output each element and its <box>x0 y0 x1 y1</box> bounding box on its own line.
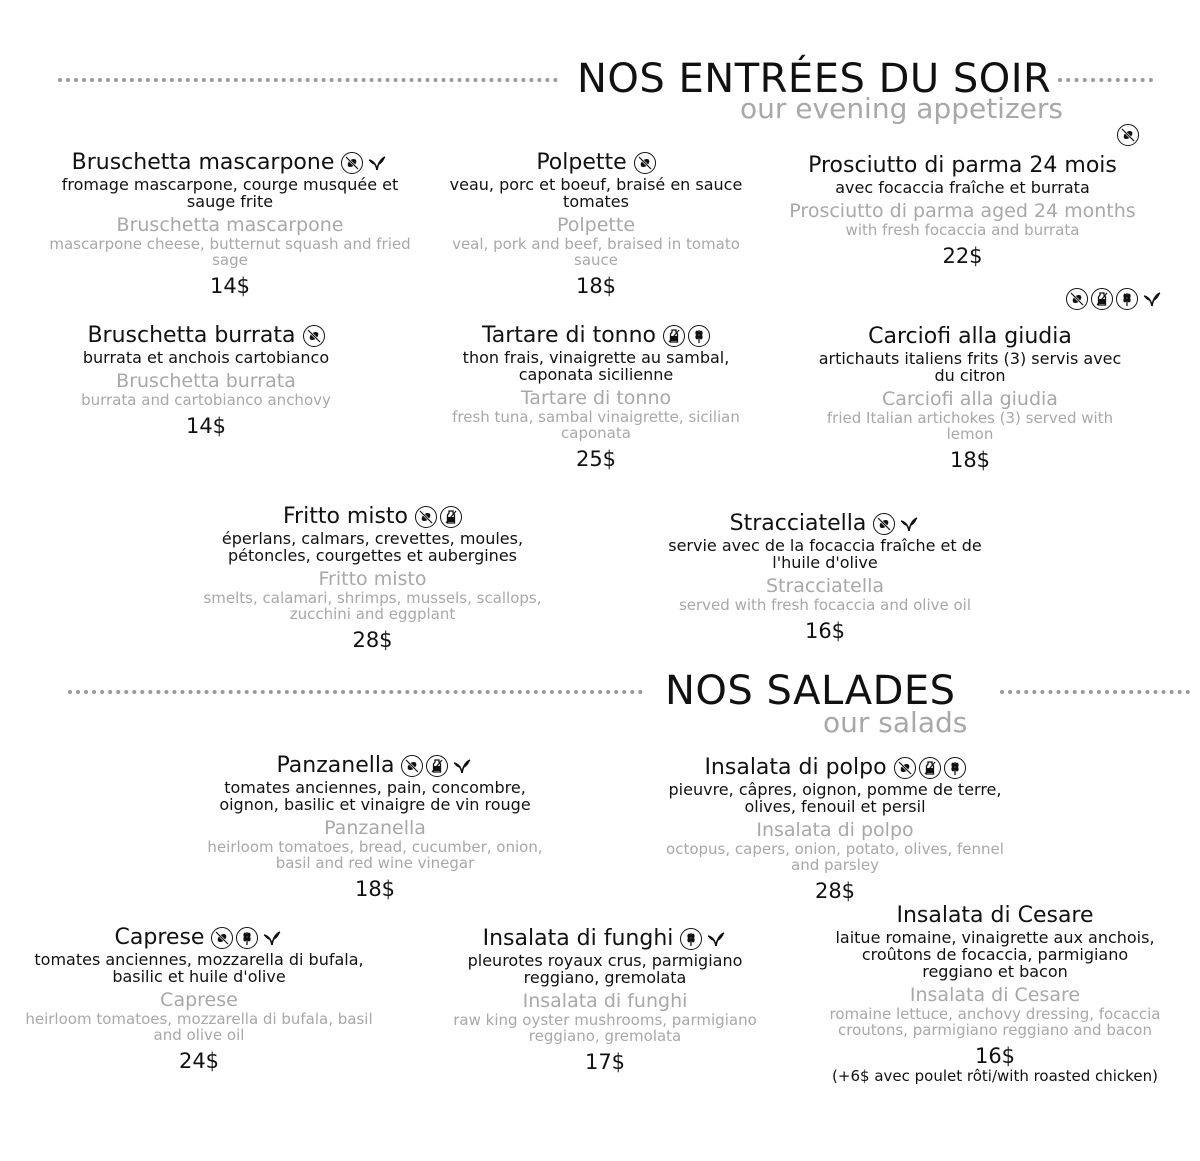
vegetarian-leaf-icon <box>705 928 727 950</box>
item-name-en: Insalata di funghi <box>522 990 688 1012</box>
item-description-en: mascarpone cheese, butternut squash and fried sage <box>49 235 411 269</box>
no-gluten-icon <box>634 152 656 174</box>
item-name-en: Insalata di polpo <box>756 819 914 841</box>
item-name-en: Prosciutto di parma aged 24 months <box>789 200 1136 222</box>
item-name-line <box>20 925 378 951</box>
no-gluten-icon <box>341 152 363 174</box>
menu-item <box>780 153 1145 268</box>
item-name-line <box>40 323 372 349</box>
item-name-en: Tartare di tonno <box>520 387 672 409</box>
item-description-fr: burrata et anchois cartobianco <box>82 348 330 367</box>
item-name: Insalata di Cesare <box>896 903 1094 928</box>
item-name: Insalata di polpo <box>704 755 887 780</box>
item-name-line <box>665 755 1005 781</box>
section-subtitle: our salads <box>823 706 968 739</box>
item-price: 14$ <box>209 274 251 298</box>
item-price: 18$ <box>354 877 396 901</box>
item-price: 18$ <box>949 448 991 472</box>
item-price: 18$ <box>575 274 617 298</box>
vegetarian-leaf-icon <box>1141 288 1163 310</box>
item-description-fr: pleurotes royaux crus, parmigiano reggiano, gremolata <box>467 951 743 987</box>
item-name-line <box>440 323 752 349</box>
diet-icons <box>677 926 727 952</box>
item-name-line <box>780 153 1145 179</box>
no-dairy-icon <box>440 506 462 528</box>
item-name-en: Bruschetta mascarpone <box>116 214 344 236</box>
item-description-en: burrata and cartobianco anchovy <box>81 391 331 409</box>
diet-icons <box>1063 288 1163 310</box>
no-dairy-icon <box>426 755 448 777</box>
menu-item <box>665 755 1005 903</box>
item-name: Carciofi alla giudia <box>868 324 1072 349</box>
item-note: (+6$ avec poulet rôti/with roasted chicken) <box>832 1067 1158 1085</box>
diet-icons <box>1114 124 1139 146</box>
item-description-en: with fresh focaccia and burrata <box>845 221 1080 239</box>
menu-item <box>40 150 420 298</box>
item-price: 14$ <box>185 414 227 438</box>
item-name: Stracciatella <box>729 511 867 536</box>
no-gluten-icon <box>303 325 325 347</box>
diet-icons <box>338 150 388 176</box>
menu-item <box>20 925 378 1073</box>
item-description-en: served with fresh focaccia and olive oil <box>678 596 972 614</box>
diet-icons <box>631 150 656 176</box>
menu-item <box>655 511 995 643</box>
diet-icons <box>870 511 920 537</box>
divider-dots <box>1058 78 1153 82</box>
item-description-fr: servie avec de la focaccia fraîche et de l'huile d'olive <box>668 536 982 572</box>
item-description-en: romaine lettuce, anchovy dressing, focaccia croutons, parmigiano reggiano and bacon <box>829 1005 1161 1039</box>
item-name: Prosciutto di parma 24 mois <box>808 153 1117 178</box>
no-wheat-icon <box>944 757 966 779</box>
item-name-en: Carciofi alla giudia <box>882 388 1058 410</box>
vegetarian-leaf-icon <box>451 755 473 777</box>
section-title: NOS ENTRÉES DU SOIR <box>577 56 1052 102</box>
item-name-en: Bruschetta burrata <box>116 370 296 392</box>
menu-item <box>825 903 1165 1085</box>
vegetarian-leaf-icon <box>261 927 283 949</box>
item-name-en: Fritto misto <box>318 568 427 590</box>
no-wheat-icon <box>680 928 702 950</box>
item-description-en: veal, pork and beef, braised in tomato sauce <box>452 235 740 269</box>
section-subtitle: our evening appetizers <box>740 92 1063 125</box>
item-name: Fritto misto <box>282 504 408 529</box>
item-name-line <box>195 504 550 530</box>
item-name: Panzanella <box>276 753 395 778</box>
item-description-fr: thon frais, vinaigrette au sambal, caponata sicilienne <box>462 348 730 384</box>
no-wheat-icon <box>688 325 710 347</box>
no-gluten-icon <box>415 506 437 528</box>
item-description-en: fried Italian artichokes (3) served with lemon <box>826 409 1114 443</box>
divider-dots <box>1000 690 1190 694</box>
item-description-fr: fromage mascarpone, courge musquée et sauge frite <box>61 175 399 211</box>
item-name-line <box>810 324 1130 350</box>
item-name-line <box>40 150 420 176</box>
item-price: 22$ <box>942 244 983 268</box>
item-description-en: smelts, calamari, shrimps, mussels, scallops, zucchini and eggplant <box>203 589 542 623</box>
item-name-en: Stracciatella <box>765 575 885 597</box>
item-name: Bruschetta burrata <box>87 323 296 348</box>
item-description-fr: avec focaccia fraîche et burrata <box>835 178 1090 197</box>
item-description-en: octopus, capers, onion, potato, olives, fennel and parsley <box>666 840 1004 874</box>
no-dairy-icon <box>663 325 685 347</box>
diet-icons <box>891 755 966 781</box>
item-name-line <box>655 511 995 537</box>
menu-item <box>450 926 760 1074</box>
no-wheat-icon <box>236 927 258 949</box>
divider-dots <box>68 690 643 694</box>
menu-item <box>810 324 1130 472</box>
item-name: Polpette <box>536 150 627 175</box>
item-name-line <box>825 903 1165 929</box>
item-price: 17$ <box>584 1050 626 1074</box>
item-description-fr: éperlans, calmars, crevettes, moules, pétoncles, courgettes et aubergines <box>221 529 524 565</box>
menu-item <box>205 753 545 901</box>
no-dairy-icon <box>1091 288 1113 310</box>
item-name: Tartare di tonno <box>481 323 657 348</box>
diet-icons <box>412 504 462 530</box>
vegetarian-leaf-icon <box>898 513 920 535</box>
vegetarian-leaf-icon <box>366 152 388 174</box>
menu-item <box>40 323 372 438</box>
item-price: 25$ <box>575 447 617 471</box>
diet-icons <box>208 925 283 951</box>
item-name-en: Polpette <box>556 214 636 236</box>
item-description-fr: artichauts italiens frits (3) servis avec du citron <box>818 349 1122 385</box>
no-gluten-icon <box>894 757 916 779</box>
item-description-fr: tomates anciennes, pain, concombre, oignon, basilic et vinaigre de vin rouge <box>219 778 531 814</box>
item-price: 16$ <box>804 619 846 643</box>
menu-item <box>195 504 550 652</box>
item-description-en: raw king oyster mushrooms, parmigiano reggiano, gremolata <box>453 1011 757 1045</box>
divider-dots <box>58 78 558 82</box>
menu-item <box>440 150 752 298</box>
item-description-fr: pieuvre, câpres, oignon, pomme de terre, olives, fenouil et persil <box>668 780 1002 816</box>
menu-item <box>440 323 752 471</box>
item-price: 28$ <box>352 628 393 652</box>
item-description-en: fresh tuna, sambal vinaigrette, sicilian caponata <box>452 408 740 442</box>
no-gluten-icon <box>1066 288 1088 310</box>
no-gluten-icon <box>1117 124 1139 146</box>
no-wheat-icon <box>1116 288 1138 310</box>
item-name-en: Panzanella <box>324 817 426 839</box>
item-name: Bruschetta mascarpone <box>71 150 335 175</box>
item-price: 28$ <box>814 879 856 903</box>
item-description-en: heirloom tomatoes, bread, cucumber, onion, basil and red wine vinegar <box>207 838 543 872</box>
item-name-line <box>205 753 545 779</box>
diet-icons <box>398 753 473 779</box>
item-description-fr: tomates anciennes, mozzarella di bufala, basilic et huile d'olive <box>34 950 364 986</box>
item-name-en: Insalata di Cesare <box>909 984 1081 1006</box>
no-gluten-icon <box>873 513 895 535</box>
item-name: Insalata di funghi <box>482 926 674 951</box>
item-description-fr: veau, porc et boeuf, braisé en sauce tomates <box>449 175 743 211</box>
item-description-fr: laitue romaine, vinaigrette aux anchois, croûtons de focaccia, parmigiano reggiano et bacon <box>835 928 1155 981</box>
item-description-en: heirloom tomatoes, mozzarella di bufala, basil and olive oil <box>25 1010 373 1044</box>
no-dairy-icon <box>919 757 941 779</box>
item-price: 16$ <box>974 1044 1016 1068</box>
item-name-en: Caprese <box>160 989 238 1011</box>
item-name-line <box>450 926 760 952</box>
diet-icons <box>660 323 710 349</box>
diet-icons <box>300 323 325 349</box>
no-gluten-icon <box>211 927 233 949</box>
no-gluten-icon <box>401 755 423 777</box>
item-name-line <box>440 150 752 176</box>
section-title: NOS SALADES <box>665 668 956 714</box>
item-price: 24$ <box>178 1049 220 1073</box>
item-name: Caprese <box>114 925 205 950</box>
